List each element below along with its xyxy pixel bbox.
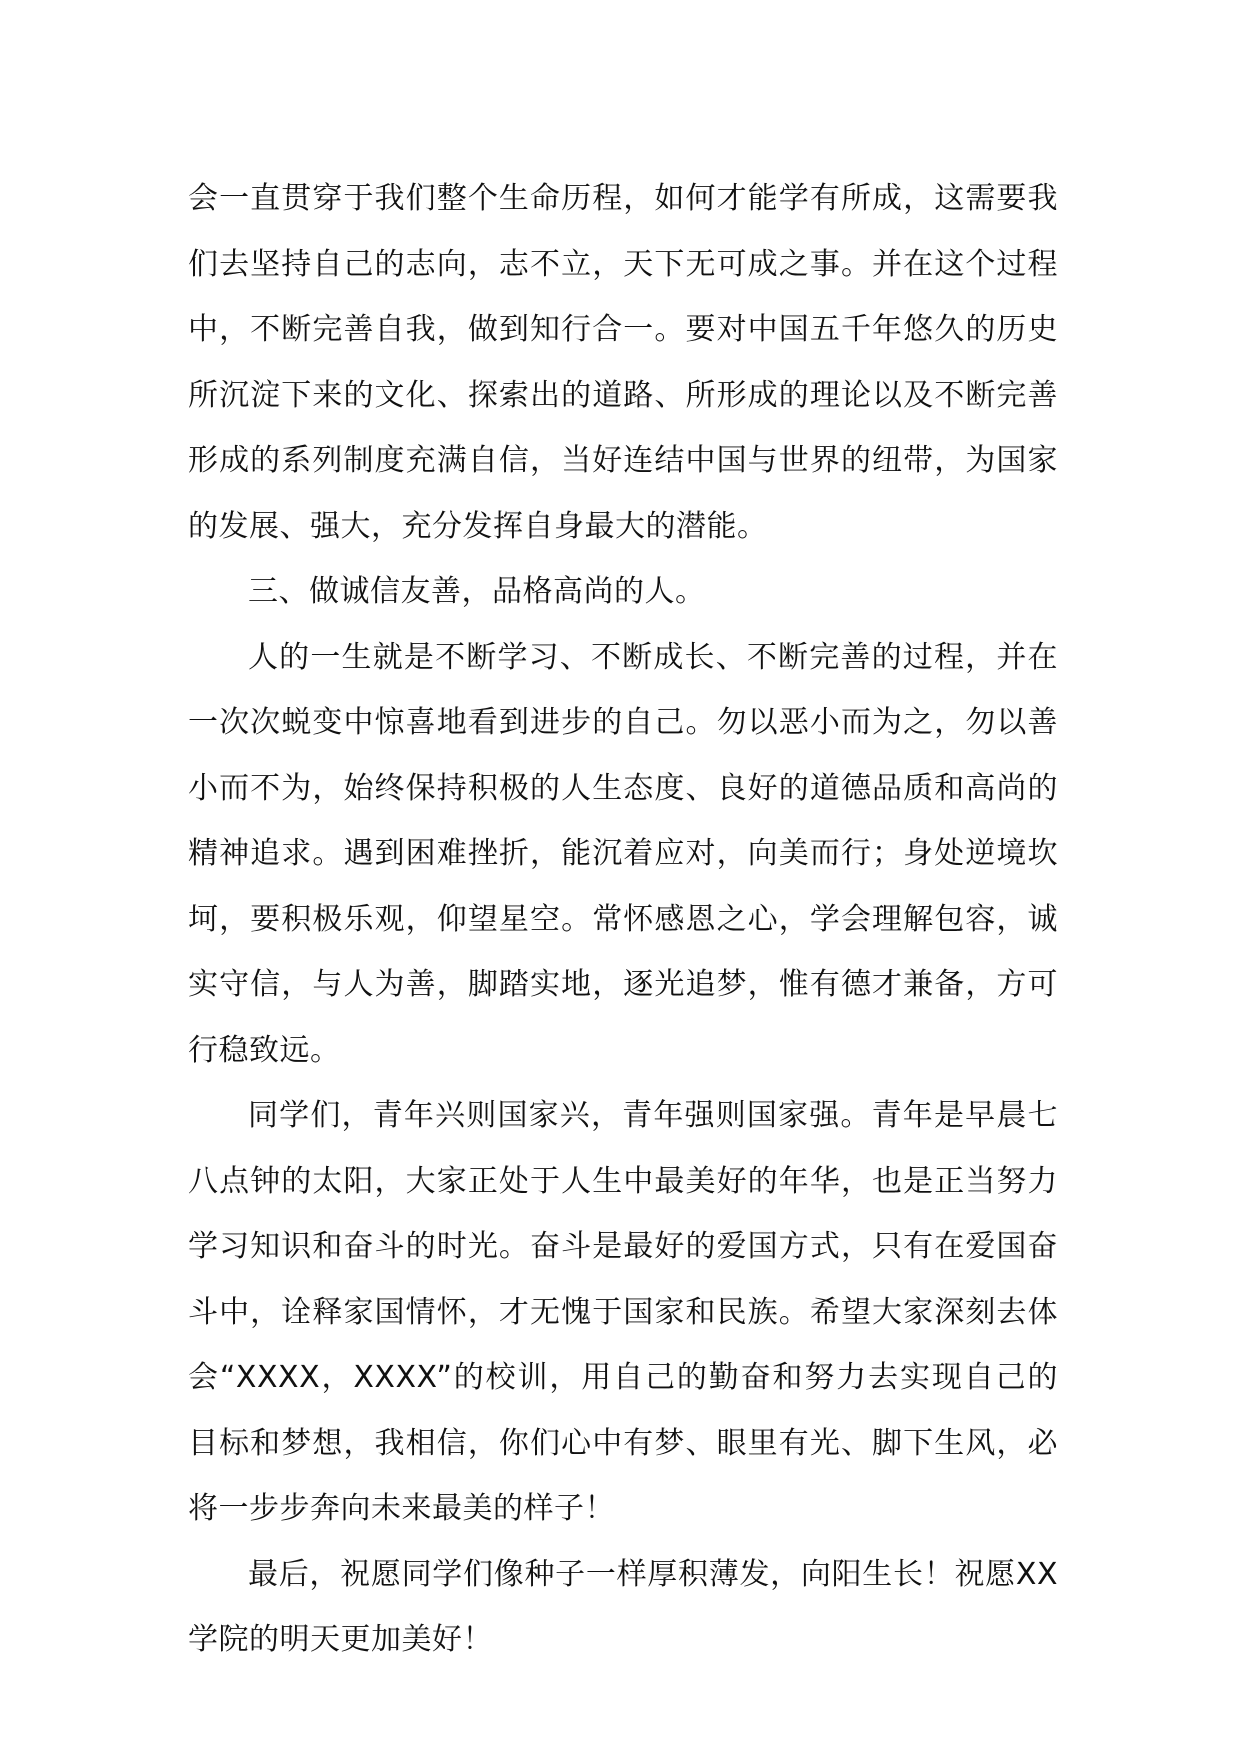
closing-paragraph: 最后，祝愿同学们像种子一样厚积薄发，向阳生长！祝愿XX学院的明天更加美好！ xyxy=(188,1556,1058,1657)
paragraph: 同学们，青年兴则国家兴，青年强则国家强。青年是早晨七八点钟的太阳，大家正处于人生中最美好的年华，也是正当努力学习知识和奋斗的时光。奋斗是最好的爱国方式，只有在爱国奋斗中，诠释家国情怀，才无愧于国家和民族。希望大家深刻去体会“XXXX，XXXX”的校训，用自己的勤奋和努力去实现自己的目标和梦想，我相信，你们心中有梦、眼里有光、脚下生风，必将一步步奔向未来最美的样子！ xyxy=(188,1098,1058,1526)
document-body xyxy=(188,166,1058,1673)
paragraph-continuation: 会一直贯穿于我们整个生命历程，如何才能学有所成，这需要我们去坚持自己的志向，志不立，天下无可成之事。并在这个过程中，不断完善自我，做到知行合一。要对中国五千年悠久的历史所沉淀下来的文化、探索出的道路、所形成的理论以及不断完善形成的系列制度充满自信，当好连结中国与世界的纽带，为国家的发展、强大，充分发挥自身最大的潜能。 xyxy=(188,181,1058,544)
section-heading: 三、做诚信友善，品格高尚的人。 xyxy=(248,574,706,609)
paragraph: 人的一生就是不断学习、不断成长、不断完善的过程，并在一次次蜕变中惊喜地看到进步的自己。勿以恶小而为之，勿以善小而不为，始终保持积极的人生态度、良好的道德品质和高尚的精神追求。遇到困难挫折，能沉着应对，向美而行；身处逆境坎坷，要积极乐观，仰望星空。常怀感恩之心，学会理解包容，诚实守信，与人为善，脚踏实地，逐光追梦，惟有德才兼备，方可行稳致远。 xyxy=(188,639,1058,1068)
